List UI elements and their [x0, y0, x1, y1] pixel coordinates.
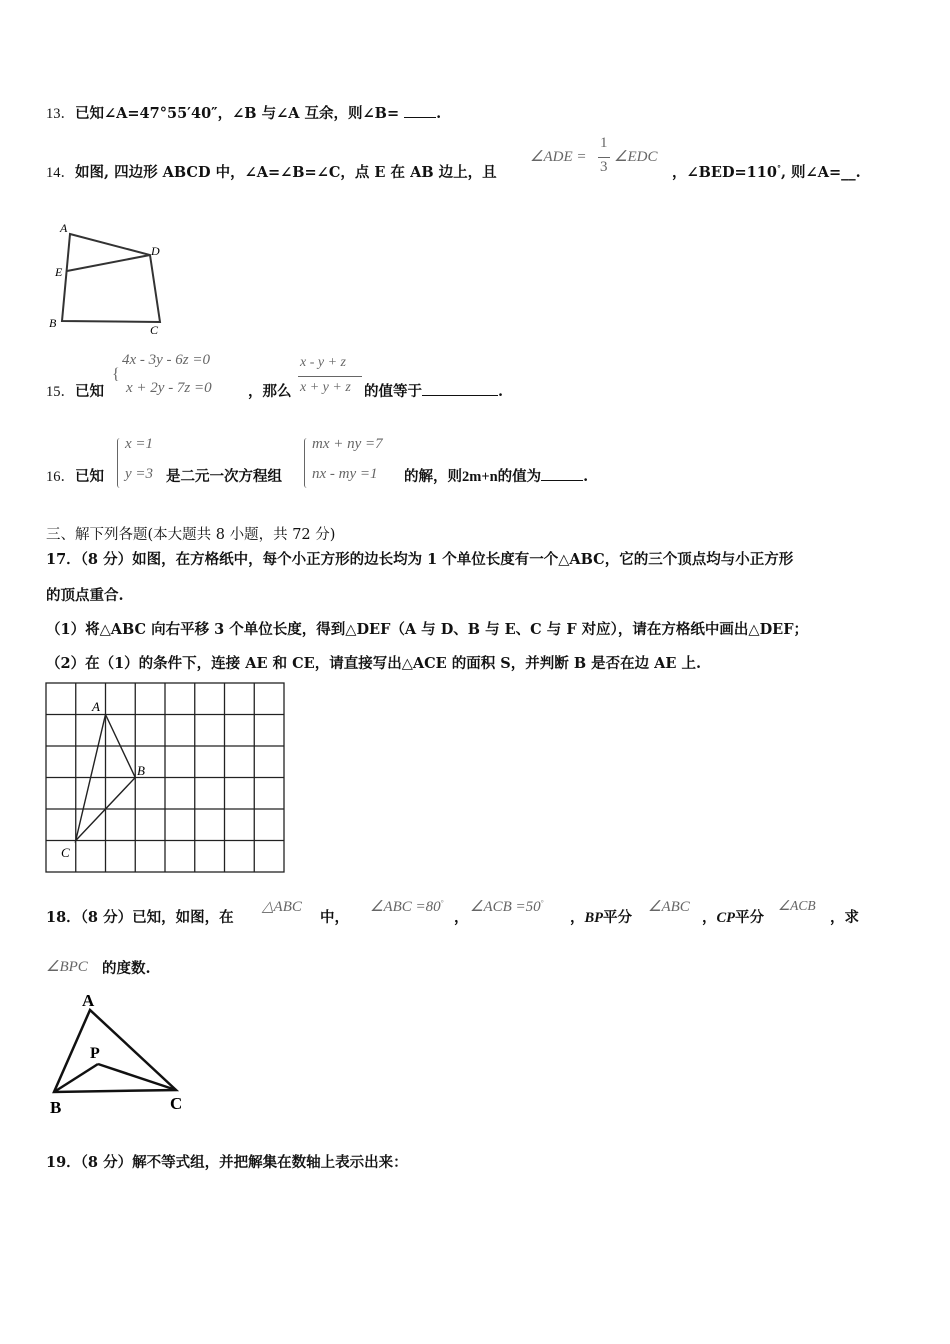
q18-triangle: △ABC — [262, 899, 302, 915]
q18-label-a: A — [82, 991, 95, 1010]
q18-angle3: ∠ABC — [648, 899, 690, 915]
q15-system — [112, 352, 252, 402]
q18-angle-bpc: ∠BPC — [46, 959, 88, 975]
q17-label-a: A — [92, 699, 100, 714]
q17-line2: 的顶点重合. — [46, 587, 124, 604]
q15-fraction — [298, 355, 364, 401]
q18-zhong: 中， — [320, 909, 349, 926]
q15-frac-num: x - y + z — [300, 355, 346, 370]
q18-angle2-text: ∠ACB =50 — [470, 899, 541, 915]
q16-eq2: nx - my =1 — [312, 466, 378, 482]
q18-degree-text: 的度数. — [102, 960, 151, 977]
q18-label-p: P — [90, 1045, 100, 1062]
q15-eq1: 4x - 3y - 6z =0 — [122, 352, 211, 368]
q14-label-e: E — [55, 265, 63, 279]
q14-frac-num: 1 — [600, 135, 608, 151]
q18-pingfen2: 平分 — [735, 909, 765, 926]
q15-answer-blank[interactable] — [422, 381, 498, 396]
q16-line — [46, 465, 104, 486]
q14-line-end: ，∠BED=110°, 则∠A=__. — [672, 163, 861, 181]
q18-intro: 18．（8 分）已知，如图，在 — [46, 909, 234, 926]
q14-label-d: D — [151, 244, 160, 258]
q16-known: 已知 — [75, 468, 104, 485]
q16-number: 16． — [46, 469, 75, 485]
q16-then: 的解，则 — [404, 468, 462, 485]
q13-answer-blank[interactable] — [404, 103, 436, 118]
q15-period: . — [498, 383, 504, 400]
q16-line-end — [404, 465, 588, 486]
q15-value: 的值等于 — [364, 383, 422, 400]
q17-label-c: C — [61, 845, 70, 860]
q18-bp-part: ，BP平分 — [570, 909, 633, 926]
q14-bed: ，∠BED=110 — [672, 164, 777, 181]
q16-expr: 2m+n — [462, 469, 498, 485]
q13-line — [46, 102, 441, 123]
q18-pingfen1: 平分 — [603, 909, 633, 926]
q14-angle-left: ∠ADE = — [530, 149, 587, 165]
q16-system — [304, 436, 404, 492]
q16-answer-blank[interactable] — [541, 466, 583, 481]
q14-figure — [46, 218, 176, 340]
q15-line-end — [364, 380, 503, 401]
q14-answer-blank[interactable]: __ — [841, 164, 856, 181]
q16-sol2: y =3 — [125, 466, 154, 482]
q14-frac-bar — [598, 157, 610, 158]
q14-label-b: B — [49, 316, 57, 330]
q15-eq2: x + 2y - 7z =0 — [126, 380, 212, 396]
q18-bp: BP — [584, 910, 604, 926]
q18-angle4: ∠ACB — [778, 898, 816, 913]
q18-qiu: ，求 — [830, 909, 859, 926]
q16-brace2 — [304, 438, 309, 488]
q16-eq1: mx + ny =7 — [312, 436, 383, 452]
q14-angle-right: ∠EDC — [614, 149, 658, 165]
q14-segment-ed — [67, 255, 150, 271]
q18-comma1: ， — [454, 909, 469, 926]
q19-line: 19．（8 分）解不等式组，并把解集在数轴上表示出来： — [46, 1154, 408, 1171]
q18-angle-abc-80: ∠ABC =80° — [370, 899, 444, 915]
q15-brace: { — [112, 366, 120, 383]
section-3-title: 三、解下列各题(本大题共 8 小题，共 72 分) — [46, 527, 336, 543]
q18-cp: CP — [716, 910, 736, 926]
q15-line — [46, 380, 104, 401]
q14-label-a: A — [60, 221, 68, 235]
q18-line — [46, 906, 234, 927]
q16-value: 的值为 — [497, 468, 542, 485]
q17-part1: （1）将△ABC 向右平移 3 个单位长度，得到△DEF（A 与 D、B 与 E、C 与 F 对应），请在方格纸中画出△DEF； — [46, 621, 808, 638]
q16-sol1: x =1 — [125, 436, 154, 452]
q18-cp-part: ，CP平分 — [702, 909, 765, 926]
q17-grid-figure — [45, 682, 287, 875]
q14-ask: , 则∠A= — [780, 164, 842, 181]
q17-part2: （2）在（1）的条件下，连接 AE 和 CE，请直接写出△ACE 的面积 S，并判断 B 是否在边 AE 上. — [46, 655, 702, 672]
q14-label-c: C — [150, 323, 159, 337]
q14-line — [46, 161, 497, 182]
q16-brace1 — [117, 438, 122, 488]
q14-quadrilateral — [62, 234, 160, 322]
q18-label-b: B — [50, 1098, 62, 1117]
q15-then: ，那么 — [248, 383, 292, 400]
q16-solution — [117, 436, 167, 492]
q15-frac-bar — [298, 376, 362, 377]
q13-text: 已知∠A=47°55′40″，∠B 与∠A 互余，则∠B= — [75, 105, 400, 122]
q14-text: 如图, 四边形 ABCD 中，∠A=∠B=∠C，点 E 在 AB 边上，且 — [75, 164, 497, 181]
q15-frac-den: x + y + z — [300, 380, 351, 395]
q18-segment-cp — [98, 1064, 176, 1090]
q17-line1: 17．（8 分）如图，在方格纸中，每个小正方形的边长均为 1 个单位长度有一个△ABC，它的三个顶点均与小正方形 — [46, 551, 794, 568]
q18-label-c: C — [170, 1094, 183, 1113]
q16-is-solution-of: 是二元一次方程组 — [166, 468, 282, 485]
q15-number: 15． — [46, 384, 75, 400]
q14-number: 14． — [46, 165, 75, 181]
q18-angle1-text: ∠ABC =80 — [370, 899, 441, 915]
q17-label-b: B — [137, 763, 145, 778]
q18-angle-acb-50: ∠ACB =50° — [470, 899, 544, 915]
q16-period: . — [583, 468, 589, 485]
q17-grid — [46, 683, 284, 872]
q15-known: 已知 — [75, 383, 104, 400]
q14-period: . — [855, 164, 861, 181]
q13-period: . — [436, 105, 442, 122]
q14-frac-den: 3 — [600, 159, 608, 175]
q13-number: 13． — [46, 106, 75, 122]
q18-figure — [46, 988, 191, 1118]
